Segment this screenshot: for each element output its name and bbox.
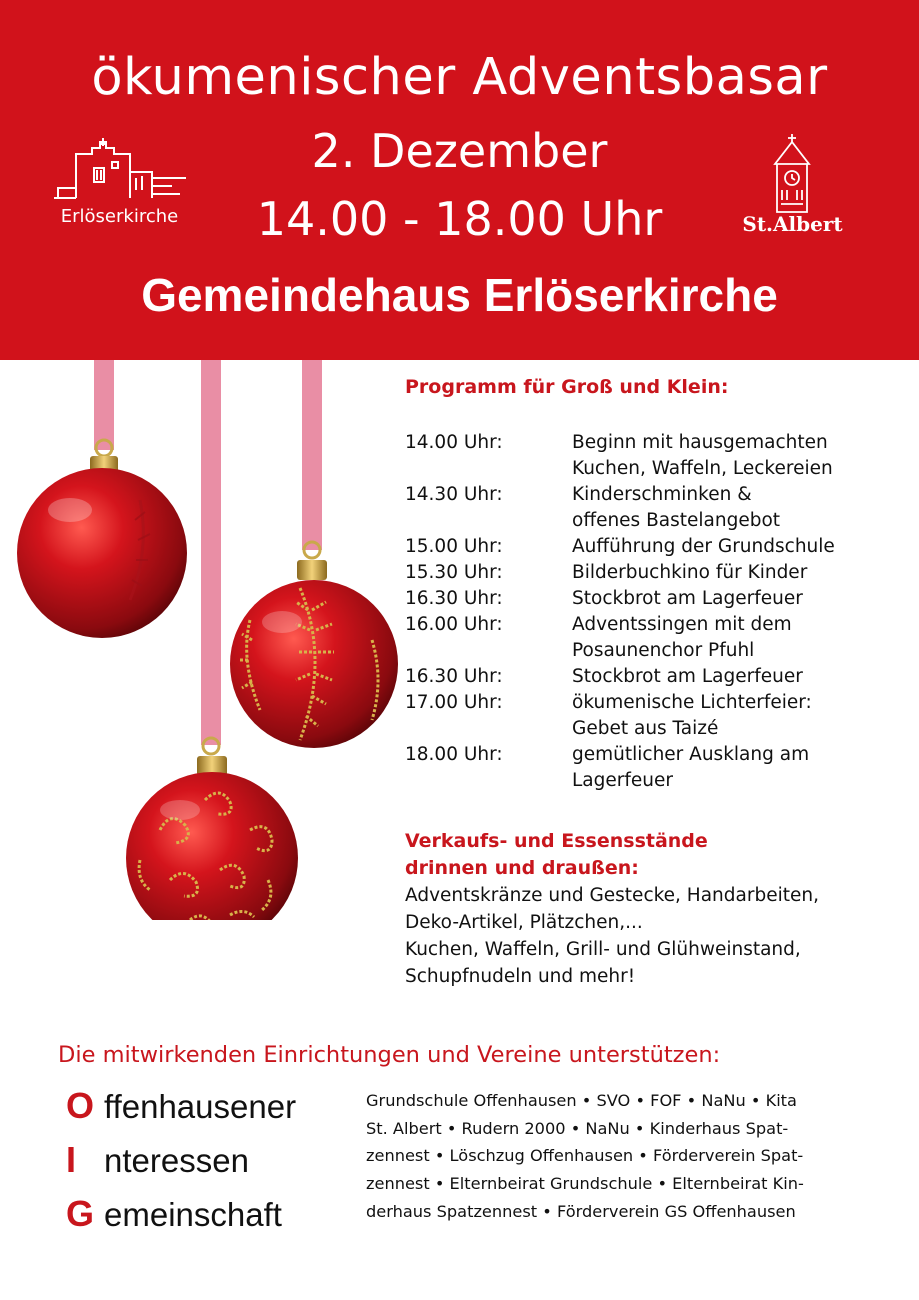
schedule-time: 17.00 Uhr: xyxy=(405,692,503,713)
church-outline-icon xyxy=(52,138,187,208)
schedule-time: 15.30 Uhr: xyxy=(405,562,503,583)
oig-word: emeinschaft xyxy=(104,1196,282,1233)
event-venue: Gemeindehaus Erlöserkirche xyxy=(141,269,778,321)
schedule-time: 16.30 Uhr: xyxy=(405,588,503,609)
schedule-activity: Adventssingen mit dem Posaunenchor Pfuhl xyxy=(572,614,792,661)
schedule-time: 16.00 Uhr: xyxy=(405,614,503,635)
header-banner xyxy=(0,0,919,360)
tower-icon xyxy=(735,134,850,214)
schedule-time: 15.00 Uhr: xyxy=(405,536,503,557)
ribbon-left xyxy=(94,360,114,450)
oig-word: nteressen xyxy=(104,1142,249,1179)
members-line: zennest • Löschzug Offenhausen • Förderverein Spat- xyxy=(366,1146,804,1166)
sales-line: Schupfnudeln und mehr! xyxy=(405,966,636,987)
ribbon-right xyxy=(302,360,322,550)
member-organizations xyxy=(366,1087,866,1226)
logo-left-label: Erlöserkirche xyxy=(60,206,179,227)
ornament-right xyxy=(230,542,398,748)
ornament-bottom xyxy=(126,738,298,920)
schedule-row xyxy=(405,742,905,794)
schedule-activity: gemütlicher Ausklang am Lagerfeuer xyxy=(572,744,810,791)
members-line: Grundschule Offenhausen • SVO • FOF • NaNu • Kita xyxy=(366,1091,797,1110)
schedule-time: 18.00 Uhr: xyxy=(405,744,503,765)
sales-line: Deko-Artikel, Plätzchen,... xyxy=(405,912,643,933)
schedule-row xyxy=(405,612,905,664)
schedule-activity: Stockbrot am Lagerfeuer xyxy=(572,588,803,609)
oig-letter: O xyxy=(66,1085,95,1126)
schedule-row xyxy=(405,586,905,612)
support-heading: Die mitwirkenden Einrichtungen und Vereine unterstützen: xyxy=(58,1042,721,1068)
sales-heading-line2: drinnen und draußen: xyxy=(405,857,639,879)
sales-line: Kuchen, Waffeln, Grill- und Glühweinstand, xyxy=(405,939,801,960)
oig-word: ffenhausener xyxy=(104,1088,297,1125)
schedule-row xyxy=(405,482,905,534)
erloeserkirche-logo xyxy=(52,138,187,234)
schedule-row xyxy=(405,690,905,742)
oig-letter: I xyxy=(66,1139,77,1180)
schedule-row xyxy=(405,534,905,560)
st-albert-logo xyxy=(735,134,850,240)
event-date: 2. Dezember xyxy=(311,124,608,178)
program-heading: Programm für Groß und Klein: xyxy=(405,376,729,398)
schedule-activity: ökumenische Lichterfeier: Gebet aus Taizé xyxy=(572,692,812,739)
schedule-time: 16.30 Uhr: xyxy=(405,666,503,687)
schedule-row xyxy=(405,560,905,586)
logo-right-label: St.Albert xyxy=(742,212,843,236)
sales-description xyxy=(405,882,819,990)
schedule-activity: Beginn mit hausgemachten Kuchen, Waffeln, Leckereien xyxy=(572,432,833,479)
sales-heading xyxy=(405,828,708,882)
schedule-time: 14.00 Uhr: xyxy=(405,432,503,453)
members-line: St. Albert • Rudern 2000 • NaNu • Kinderhaus Spat- xyxy=(366,1118,789,1138)
oig-row xyxy=(66,1085,366,1139)
oig-row xyxy=(66,1193,366,1247)
ribbon-middle xyxy=(201,360,221,745)
schedule-time: 14.30 Uhr: xyxy=(405,484,503,505)
event-time: 14.00 - 18.00 Uhr xyxy=(256,192,663,246)
christmas-ornaments-image xyxy=(0,360,400,920)
ornament-left xyxy=(17,440,187,638)
sales-line: Adventskränze und Gestecke, Handarbeiten, xyxy=(405,885,819,906)
sales-heading-line1: Verkaufs- und Essensstände xyxy=(405,830,708,852)
members-line: zennest • Elternbeirat Grundschule • Elternbeirat Kin- xyxy=(366,1174,804,1194)
schedule-activity: Stockbrot am Lagerfeuer xyxy=(572,666,803,687)
schedule-row xyxy=(405,664,905,690)
program-schedule xyxy=(405,430,905,794)
oig-acronym xyxy=(66,1085,366,1247)
schedule-activity: Kinderschminken & offenes Bastelangebot xyxy=(572,484,781,531)
event-title: ökumenischer Adventsbasar xyxy=(91,48,828,107)
schedule-activity: Aufführung der Grundschule xyxy=(572,536,835,557)
oig-letter: G xyxy=(66,1193,95,1234)
schedule-row xyxy=(405,430,905,482)
schedule-activity: Bilderbuchkino für Kinder xyxy=(572,562,808,583)
members-line: derhaus Spatzennest • Förderverein GS Offenhausen xyxy=(366,1201,796,1221)
oig-row xyxy=(66,1139,366,1193)
